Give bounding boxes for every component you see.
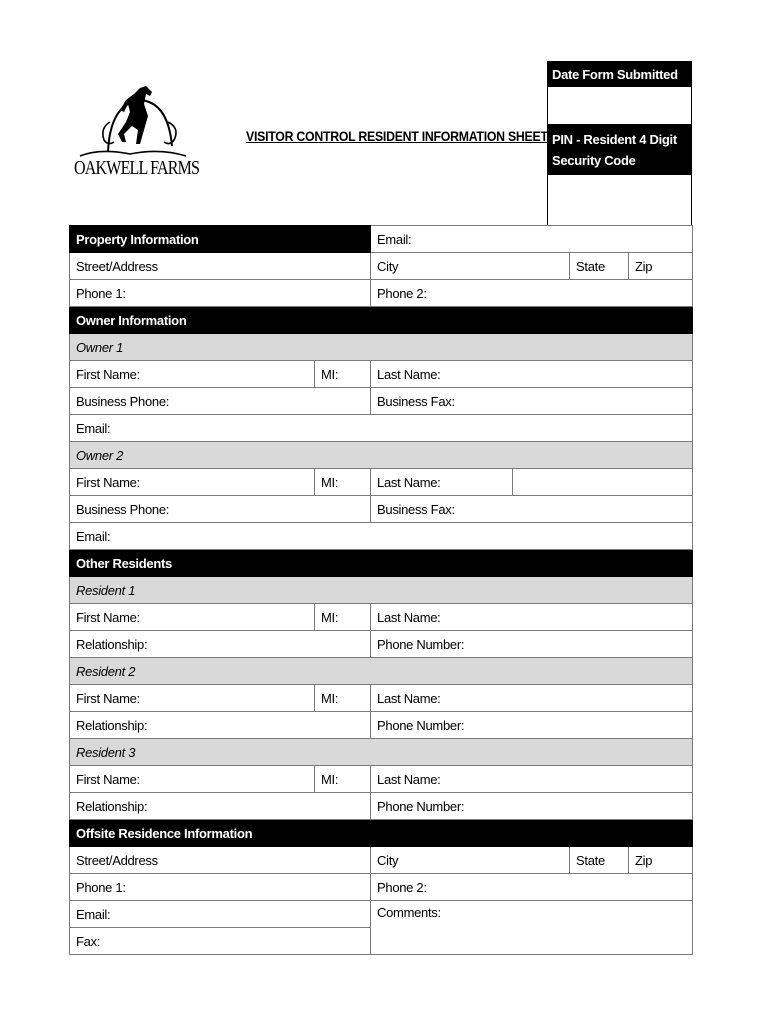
offsite-comments-field[interactable]: Comments: — [371, 901, 693, 955]
table-row — [70, 685, 693, 712]
offsite-fax-field[interactable]: Fax: — [70, 928, 371, 955]
owner2-business-phone-field[interactable]: Business Phone: — [70, 496, 371, 523]
table-row — [70, 631, 693, 658]
property-phone2-field[interactable]: Phone 2: — [371, 280, 693, 307]
resident1-mi-field[interactable]: MI: — [315, 604, 371, 631]
owner2-mi-field[interactable]: MI: — [315, 469, 371, 496]
resident3-last-name-field[interactable]: Last Name: — [371, 766, 693, 793]
subsection-resident3: Resident 3 — [70, 739, 693, 766]
owner1-email-field[interactable]: Email: — [70, 415, 693, 442]
offsite-zip-field[interactable]: Zip — [629, 847, 693, 874]
property-city-field[interactable]: City — [371, 253, 570, 280]
property-street-field[interactable]: Street/Address — [70, 253, 371, 280]
pin-label-line1: PIN - Resident 4 Digit — [552, 132, 677, 147]
table-row — [70, 577, 693, 604]
resident-form — [69, 225, 693, 955]
resident1-relationship-field[interactable]: Relationship: — [70, 631, 371, 658]
offsite-state-field[interactable]: State — [570, 847, 629, 874]
offsite-phone1-field[interactable]: Phone 1: — [70, 874, 371, 901]
pin-label-line2: Security Code — [552, 153, 636, 168]
page-title: VISITOR CONTROL RESIDENT INFORMATION SHEET — [246, 128, 548, 144]
horse-icon — [70, 82, 196, 162]
table-row — [70, 415, 693, 442]
table-row — [70, 901, 693, 928]
table-row — [70, 253, 693, 280]
resident3-relationship-field[interactable]: Relationship: — [70, 793, 371, 820]
subsection-resident2: Resident 2 — [70, 658, 693, 685]
subsection-owner1: Owner 1 — [70, 334, 693, 361]
table-row — [70, 604, 693, 631]
owner1-mi-field[interactable]: MI: — [315, 361, 371, 388]
resident2-mi-field[interactable]: MI: — [315, 685, 371, 712]
owner1-first-name-field[interactable]: First Name: — [70, 361, 315, 388]
property-email-field[interactable]: Email: — [371, 226, 693, 253]
resident1-phone-field[interactable]: Phone Number: — [371, 631, 693, 658]
section-header-owner: Owner Information — [70, 307, 693, 334]
resident2-phone-field[interactable]: Phone Number: — [371, 712, 693, 739]
resident3-phone-field[interactable]: Phone Number: — [371, 793, 693, 820]
table-row — [70, 469, 693, 496]
table-row — [70, 388, 693, 415]
owner2-email-field[interactable]: Email: — [70, 523, 693, 550]
table-row — [70, 361, 693, 388]
property-zip-field[interactable]: Zip — [629, 253, 693, 280]
subsection-owner2: Owner 2 — [70, 442, 693, 469]
table-row — [70, 442, 693, 469]
pin-box — [547, 124, 692, 226]
table-row — [70, 766, 693, 793]
table-row — [70, 874, 693, 901]
table-row — [70, 226, 693, 253]
subsection-resident1: Resident 1 — [70, 577, 693, 604]
table-row — [70, 307, 693, 334]
offsite-city-field[interactable]: City — [371, 847, 570, 874]
oakwell-farms-logo — [70, 82, 200, 194]
date-submitted-label: Date Form Submitted — [548, 62, 691, 87]
offsite-phone2-field[interactable]: Phone 2: — [371, 874, 693, 901]
property-phone1-field[interactable]: Phone 1: — [70, 280, 371, 307]
table-row — [70, 820, 693, 847]
table-row — [70, 334, 693, 361]
pin-field[interactable] — [548, 175, 691, 223]
section-header-property: Property Information — [70, 226, 371, 253]
owner1-business-phone-field[interactable]: Business Phone: — [70, 388, 371, 415]
resident2-last-name-field[interactable]: Last Name: — [371, 685, 693, 712]
offsite-street-field[interactable]: Street/Address — [70, 847, 371, 874]
table-row — [70, 793, 693, 820]
owner2-business-fax-field[interactable]: Business Fax: — [371, 496, 693, 523]
resident3-first-name-field[interactable]: First Name: — [70, 766, 315, 793]
table-row — [70, 280, 693, 307]
owner2-last-name-field[interactable]: Last Name: — [371, 469, 513, 496]
table-row — [70, 523, 693, 550]
table-row — [70, 550, 693, 577]
resident2-first-name-field[interactable]: First Name: — [70, 685, 315, 712]
table-row — [70, 712, 693, 739]
property-state-field[interactable]: State — [570, 253, 629, 280]
owner2-first-name-field[interactable]: First Name: — [70, 469, 315, 496]
resident1-first-name-field[interactable]: First Name: — [70, 604, 315, 631]
table-row — [70, 496, 693, 523]
section-header-offsite: Offsite Residence Information — [70, 820, 693, 847]
resident1-last-name-field[interactable]: Last Name: — [371, 604, 693, 631]
owner1-last-name-field[interactable]: Last Name: — [371, 361, 693, 388]
date-submitted-field[interactable] — [548, 87, 691, 123]
section-header-residents: Other Residents — [70, 550, 693, 577]
logo-wordmark: OAKWELL FARMS — [74, 157, 200, 179]
pin-label — [548, 125, 691, 175]
table-row — [70, 658, 693, 685]
date-submitted-box — [547, 61, 692, 125]
offsite-email-field[interactable]: Email: — [70, 901, 371, 928]
table-row — [70, 739, 693, 766]
owner2-extra-field[interactable] — [513, 469, 693, 496]
owner1-business-fax-field[interactable]: Business Fax: — [371, 388, 693, 415]
resident2-relationship-field[interactable]: Relationship: — [70, 712, 371, 739]
table-row — [70, 847, 693, 874]
resident3-mi-field[interactable]: MI: — [315, 766, 371, 793]
